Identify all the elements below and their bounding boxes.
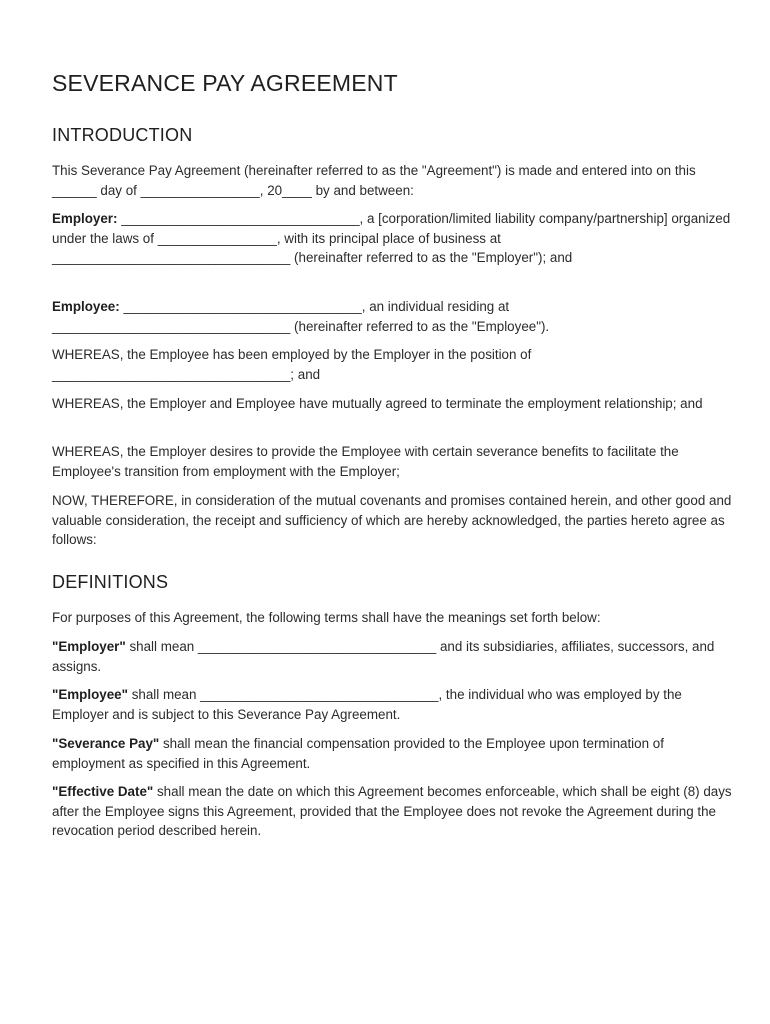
employee-text: ________________________________, an individual residing at ________________________________ (hereinafter referred to as the "Employee").	[52, 299, 550, 334]
definition-employee-term: "Employee"	[52, 687, 128, 702]
definitions-heading: DEFINITIONS	[52, 572, 169, 592]
employer-label: Employer:	[52, 211, 118, 226]
definition-employer	[52, 637, 732, 676]
employer-paragraph	[52, 209, 732, 268]
definition-severance-term: "Severance Pay"	[52, 736, 160, 751]
document-title: SEVERANCE PAY AGREEMENT	[52, 70, 398, 96]
definition-severance-pay	[52, 734, 732, 773]
definition-employer-text: shall mean ________________________________ and its subsidiaries, affiliates, successors, and assigns.	[52, 639, 715, 674]
definition-effective-text: shall mean the date on which this Agreement becomes enforceable, which shall be eight (8) days after the Employee signs this Agreement, provided that the Employee does not revoke the Agreement during the revocation period described herein.	[52, 784, 732, 839]
now-therefore-paragraph: NOW, THEREFORE, in consideration of the mutual covenants and promises contained herein, and other good and valuable consideration, the receipt and sufficiency of which are hereby acknowledged, the parties hereto agree as follows:	[52, 493, 732, 548]
whereas-termination-paragraph: WHEREAS, the Employer and Employee have mutually agreed to terminate the employment relationship; and	[52, 396, 703, 411]
definitions-intro: For purposes of this Agreement, the following terms shall have the meanings set forth below:	[52, 610, 601, 625]
intro-paragraph: This Severance Pay Agreement (hereinafter referred to as the "Agreement") is made and entered into on this ______ day of ________________, 20____ by and between:	[52, 163, 696, 198]
definition-employer-term: "Employer"	[52, 639, 126, 654]
definition-effective-date	[52, 782, 732, 841]
whereas-position-paragraph: WHEREAS, the Employee has been employed by the Employer in the position of ________________________________; and	[52, 347, 532, 382]
definition-employee-text: shall mean ________________________________, the individual who was employed by the Employer and is subject to this Severance Pay Agreement.	[52, 687, 682, 722]
employee-label: Employee:	[52, 299, 120, 314]
employee-paragraph	[52, 297, 732, 336]
definition-effective-term: "Effective Date"	[52, 784, 154, 799]
definition-employee	[52, 685, 732, 724]
definition-severance-text: shall mean the financial compensation provided to the Employee upon termination of employment as specified in this Agreement.	[52, 736, 664, 771]
whereas-benefits-paragraph: WHEREAS, the Employer desires to provide the Employee with certain severance benefits to facilitate the Employee's transition from employment with the Employer;	[52, 444, 679, 479]
introduction-heading: INTRODUCTION	[52, 125, 193, 145]
employer-text: ________________________________, a [corporation/limited liability company/partnership] organized under the laws of ________________, with its principal place of business at ________________________________ (hereinafter referred to as the "Employer"); and	[52, 211, 731, 266]
